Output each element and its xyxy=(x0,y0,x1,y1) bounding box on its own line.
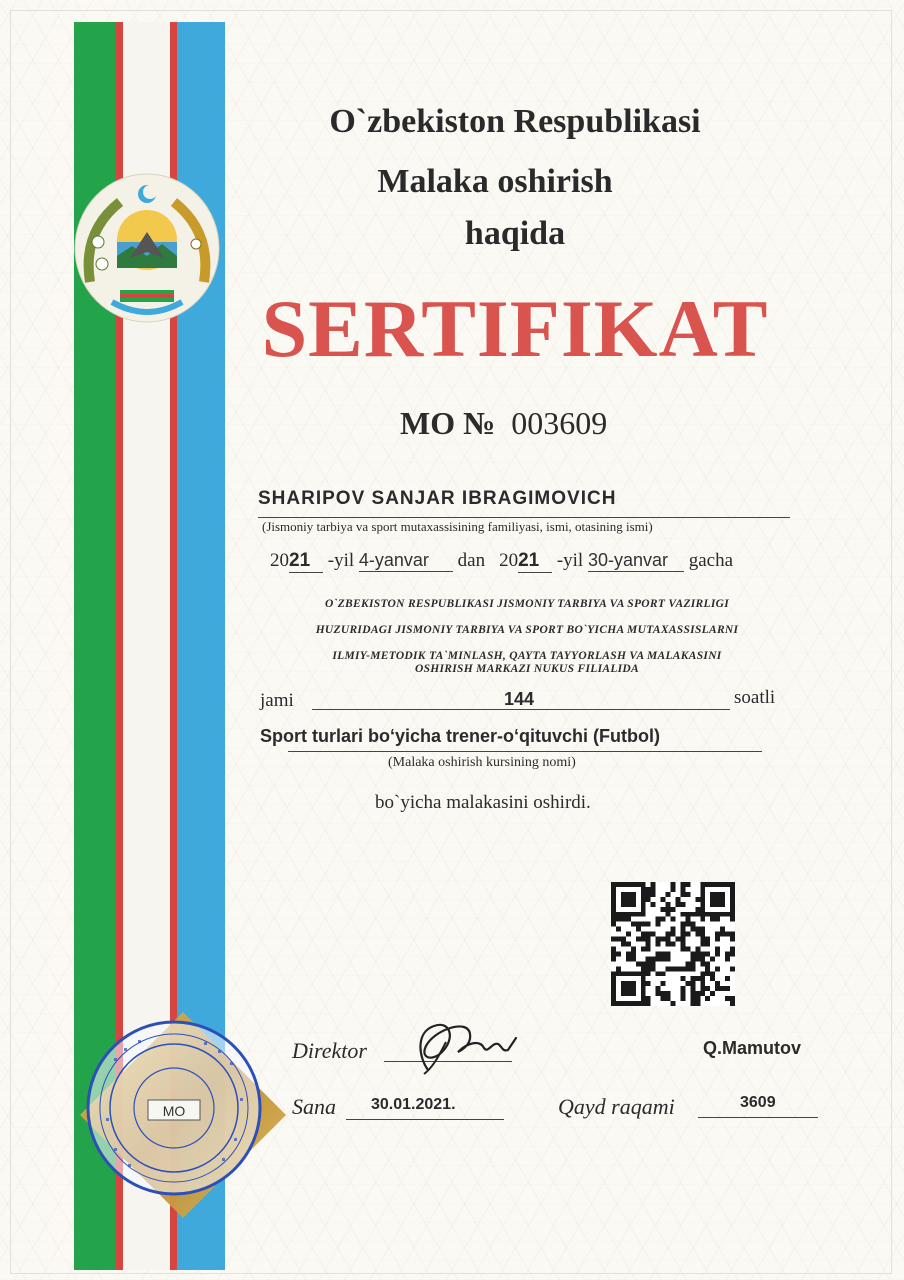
hours-value: 144 xyxy=(504,689,535,709)
issue-date: 30.01.2021. xyxy=(371,1096,456,1113)
total-label: jami xyxy=(260,690,294,711)
date-row xyxy=(270,550,733,573)
seal-text: MO xyxy=(162,1103,186,1119)
start-day: 4-yanvar xyxy=(359,550,453,572)
signature-icon xyxy=(398,1012,528,1076)
year-prefix: 20 xyxy=(499,550,519,571)
date-label: Sana xyxy=(292,1094,336,1119)
certificate-title: SERTIFIKAT xyxy=(261,283,769,374)
certificate-number xyxy=(400,405,607,442)
heading-republic: O`zbekiston Respublikasi xyxy=(329,103,701,140)
name-caption: (Jismoniy tarbiya va sport mutaxassisining familiyasi, ismi, otasining ismi) xyxy=(262,519,653,534)
heading-about: haqida xyxy=(464,215,566,252)
yil-label: -yil xyxy=(323,550,359,571)
series-number: 003609 xyxy=(511,405,608,441)
course-name: Sport turlari bo‘yicha trener-o‘qituvchi (Futbol) xyxy=(260,726,661,746)
director-name: Q.Mamutov xyxy=(703,1038,802,1058)
org-line-3: ILMIY-METODIK TA`MINLASH, QAYTA TAYYORLASH VA MALAKASINI xyxy=(332,650,722,662)
registration-underline xyxy=(698,1117,818,1118)
yil-label: -yil xyxy=(552,550,588,571)
director-label: Direktor xyxy=(292,1038,367,1063)
series-label: MO № xyxy=(400,405,496,441)
dan-label: dan xyxy=(452,550,486,571)
org-line-2: HUZURIDAGI JISMONIY TARBIYA VA SPORT BO`YICHA MUTAXASSISLARNI xyxy=(315,624,739,636)
date-underline xyxy=(346,1119,504,1120)
name-underline xyxy=(258,517,790,518)
registration-number: 3609 xyxy=(740,1094,776,1111)
org-line-4: OSHIRISH MARKAZI NUKUS FILIALIDA xyxy=(414,663,639,675)
end-day: 30-yanvar xyxy=(588,550,684,572)
heading-training: Malaka oshirish xyxy=(377,163,613,200)
completion-text: bo`yicha malakasini oshirdi. xyxy=(375,792,591,813)
course-underline xyxy=(288,751,762,752)
hours-suffix: soatli xyxy=(734,687,776,708)
end-year: 21 xyxy=(518,550,552,573)
org-line-1: O`ZBEKISTON RESPUBLIKASI JISMONIY TARBIYA VA SPORT VAZIRLIGI xyxy=(325,598,729,610)
official-seal-icon xyxy=(84,1018,264,1198)
gacha-label: gacha xyxy=(683,550,734,571)
course-caption: (Malaka oshirish kursining nomi) xyxy=(388,755,576,770)
holder-name: SHARIPOV SANJAR IBRAGIMOVICH xyxy=(258,488,617,509)
registration-label: Qayd raqami xyxy=(558,1094,675,1119)
qr-code-icon[interactable] xyxy=(611,882,735,1006)
year-prefix: 20 xyxy=(270,550,289,571)
start-year: 21 xyxy=(289,550,323,573)
